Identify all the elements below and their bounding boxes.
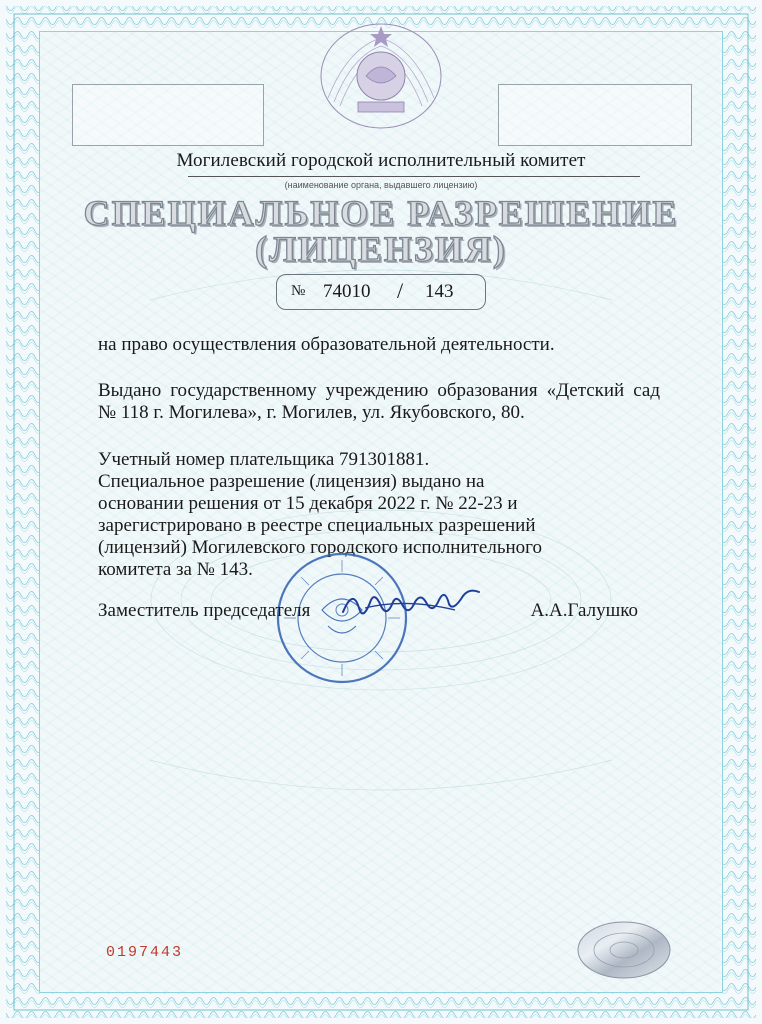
- registry-number: 143: [425, 281, 454, 302]
- signatory-title: Заместитель председателя: [98, 600, 311, 621]
- right-field-box: [498, 84, 692, 146]
- issuing-authority: Могилевский городской исполнительный комитет: [176, 150, 586, 171]
- left-field-box: [72, 84, 264, 146]
- serial-number: 0197443: [106, 944, 184, 961]
- issued-to: Выдано государственному учреждению образования «Детский сад № 118 г. Могилева», г. Могилев, ул. Якубовского, 80.: [98, 380, 660, 423]
- number-separator: /: [397, 278, 404, 303]
- state-emblem-icon: [318, 18, 444, 130]
- taxpayer-number: Учетный номер плательщика 791301881.: [98, 449, 430, 470]
- license-purpose: на право осуществления образовательной деятельности.: [98, 334, 555, 355]
- signatory-name: А.А.Галушко: [530, 600, 638, 621]
- document-subtitle: (ЛИЦЕНЗИЯ): [255, 229, 507, 269]
- license-basis: Специальное разрешение (лицензия) выдано на основании решения от 15 декабря 2022 г. № 22-23 и зарегистрировано в реестре специальных разрешений (лицензий) Могилевского городского исполнительного комитета за № 143.: [98, 471, 543, 580]
- license-number: 74010: [323, 281, 371, 302]
- license-number-box: [276, 274, 486, 310]
- authority-underline: [188, 176, 640, 177]
- hologram-sticker-icon: [576, 920, 672, 980]
- document-title: СПЕЦИАЛЬНОЕ РАЗРЕШЕНИЕ: [83, 193, 679, 233]
- authority-caption: (наименование органа, выдавшего лицензию): [284, 180, 478, 190]
- handwritten-signature: [335, 578, 485, 628]
- number-sign: №: [291, 283, 306, 299]
